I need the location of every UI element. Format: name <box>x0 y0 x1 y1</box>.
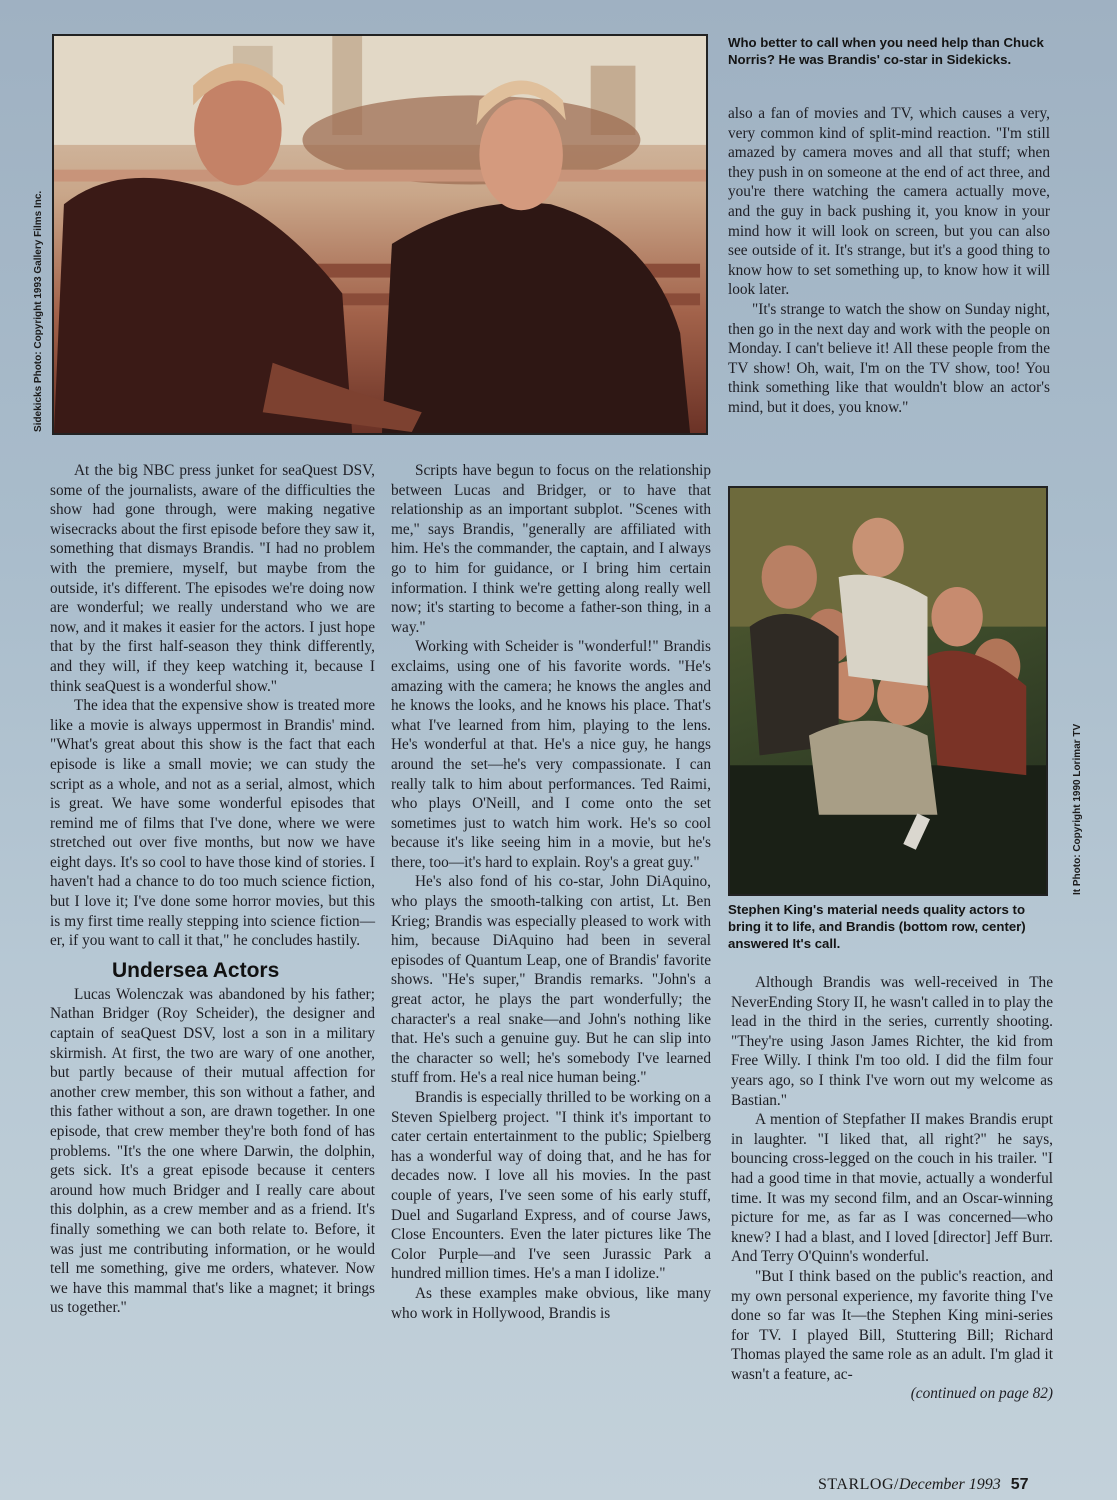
it-photo <box>728 486 1048 896</box>
paragraph: Brandis is especially thrilled to be working on a Steven Spielberg project. "I think it's important to cater certain entertainment to the public; Spielberg has a wonderful way of doing that, and he has for decades now. I love all his movies. In the past couple of years, I've seen some of his early stuff, Duel and Sugarland Express, and of course Jaws, Close Encounters. Even the later pictures like The Color Purple—and I've seen Jurassic Park a hundred million times. He's a man I idolize." <box>391 1089 711 1283</box>
page-footer <box>818 1476 1029 1494</box>
it-photo-credit: It Photo: Copyright 1990 Lorimar TV <box>1072 723 1083 895</box>
paragraph: The idea that the expensive show is treated more like a movie is always uppermost in Brandis' mind. "What's great about this show is the fact that each episode is like a small movie; we can study the script as a whole, and not as a serial, almost, which is great. We have some wonderful episodes that remind me of films that I've done, where we were stretched out over five months, but now we have eight days. It's so cool to have those kind of stories. I haven't had a chance to do too much science fiction, but I love it; I've done some horror movies, but this is my first time really stepping into science fiction—er, if you want to call it that," he concludes hastily. <box>50 697 375 950</box>
paragraph: At the big NBC press junket for seaQuest DSV, some of the journalists, aware of the difficulties the show had gone through, were making negative wisecracks about the first episode before they saw it, something that dismays Brandis. "I had no problem with the premiere, myself, but maybe from the outside, it's different. The episodes we're doing now are wonderful; we really understand who we are now, and it makes it easier for the actors. I just hope that by the first half-season they think differently, and they will, if they keep watching it, because I think seaQuest is a wonderful show." <box>50 462 375 695</box>
paragraph: Lucas Wolenczak was abandoned by his father; Nathan Bridger (Roy Scheider), the designer and captain of seaQuest DSV, lost a son in a military skirmish. At first, the two are wary of one another, but partly because of their mutual affection for another crew member, this son without a father, and this father without a son, are drawn together. In one episode, that crew member they're both fond of has problems. "It's the one where Darwin, the dolphin, gets sick. It's a great episode because it centers around how much Bridger and I really care about this dolphin, as a crew member and as a friend. It's finally something we can both relate to. Before, it was just me contributing information, or he would tell me something, give me orders, whatever. Now we have this mammal that's like a magnet; it brings us together." <box>50 985 375 1317</box>
paragraph: A mention of Stepfather II makes Brandis erupt in laughter. "I liked that, all right?" he says, bouncing cross-legged on the couch in his trailer. "I had a good time in that movie, actually a wonderful time. It was my second film, and an Oscar-winning picture for me, as far as I was concerned—who knew? I had a blast, and I loved [director] Jeff Burr. And Terry O'Quinn's wonderful. <box>731 1111 1053 1266</box>
paragraph: also a fan of movies and TV, which causes a very, very common kind of split-mind reaction. "I'm still amazed by camera moves and all that stuff; when they push in on someone at the end of act three, and you're there watching the camera actually move, and the guy in back pushing it, you know in your mind how it will look on screen, but you can also see outside of it. It's strange, but it's a good thing to know how to set something up, to know how it will look later. <box>728 105 1050 299</box>
article-column-1 <box>50 461 375 1318</box>
article-column-3-bottom <box>731 973 1053 1404</box>
magazine-name: STARLOG/ <box>818 1476 899 1493</box>
paragraph: Working with Scheider is "wonderful!" Brandis exclaims, using one of his favorite words. "He's amazing with the camera; he knows the angles and he knows the looks, and he knows his place. That's what I've learned from him, playing to the lens. He's wonderful at that. He's a nice guy, he hangs around the set—he's very compassionate. I can really talk to him about performances. Ted Raimi, who plays O'Neill, and I come onto the set sometimes just to watch him work. He's so cool because it's like seeing him in a movie, but he's there, too—it's hard to explain. Roy's a great guy." <box>391 638 711 871</box>
it-photo-illustration <box>730 488 1046 894</box>
sidekicks-photo <box>52 34 708 435</box>
sidekicks-caption: Who better to call when you need help than Chuck Norris? He was Brandis' co-star in Sidekicks. <box>728 35 1044 67</box>
section-heading: Undersea Actors <box>112 958 280 982</box>
page-number: 57 <box>1010 1476 1029 1493</box>
sidekicks-photo-illustration <box>54 36 706 433</box>
issue-date: December 1993 <box>898 1476 1001 1493</box>
paragraph: Although Brandis was well-received in The NeverEnding Story II, he wasn't called in to play the lead in the third in the series, currently shooting. "They're using Jason James Richter, the kid from Free Willy. I think I'm too old. I did the film four years ago, so I think I've worn out my welcome as Bastian." <box>731 974 1053 1109</box>
it-caption: Stephen King's material needs quality actors to bring it to life, and Brandis (bottom row, center) answered It's call. <box>728 902 1026 951</box>
article-column-2 <box>391 461 711 1323</box>
article-column-3-top <box>728 104 1050 418</box>
paragraph: He's also fond of his co-star, John DiAquino, who plays the smooth-talking con artist, Lt. Ben Krieg; Brandis was especially pleased to work with him, because DiAquino had been in several episodes of Quantum Leap, one of Brandis' favorite shows. "He's super," Brandis remarks. "John's a great actor, he plays the part wonderfully; the character's a real snake—and John's nothing like that. He's such a genuine guy. But he can slip into the character so well; he's somebody I've learned stuff from. He's a real nice human being." <box>391 873 711 1087</box>
sidekicks-photo-credit: Sidekicks Photo: Copyright 1993 Gallery Films Inc. <box>33 190 44 432</box>
paragraph: As these examples make obvious, like many who work in Hollywood, Brandis is <box>391 1284 711 1322</box>
paragraph: "But I think based on the public's reaction, and my own personal experience, my favorite thing I've done so far was It—the Stephen King mini-series for TV. I played Bill, Stuttering Bill; Richard Thomas played the same role as an adult. I'm glad it wasn't a feature, ac- <box>731 1267 1053 1383</box>
paragraph: "It's strange to watch the show on Sunday night, then go in the next day and work with the people on Monday. I can't believe it! All these people from the TV show! Oh, wait, I'm on the TV show, too! You think something like that wouldn't blow an actor's mind, but it does, you know." <box>728 300 1050 416</box>
paragraph: Scripts have begun to focus on the relationship between Lucas and Bridger, or to have that relationship as an important subplot. "Scenes with me," says Brandis, "generally are affiliated with him. He's the commander, the captain, and I always go to him for guidance, or I bring him certain information. I think we're getting along really well now; it's starting to become a father-son thing, in a way." <box>391 462 711 636</box>
continued-note: (continued on page 82) <box>910 1385 1053 1403</box>
